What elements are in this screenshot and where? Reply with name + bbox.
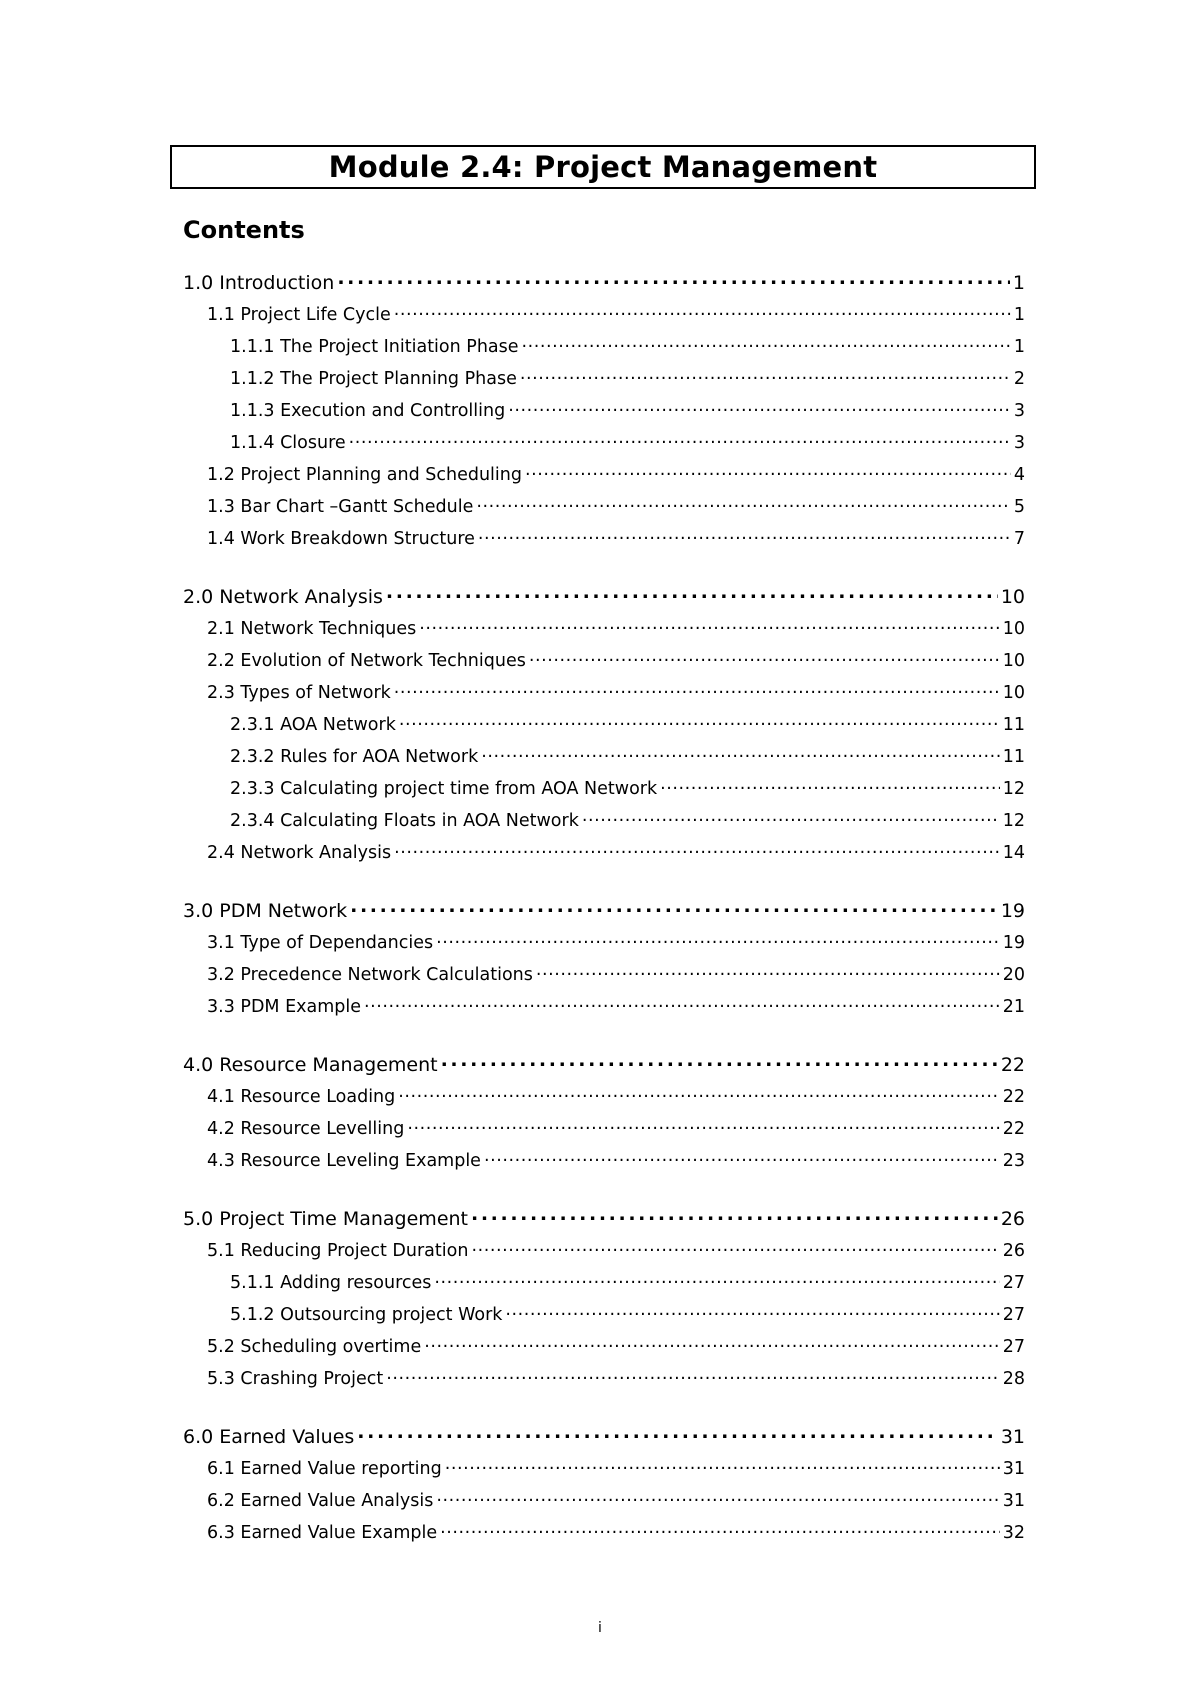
toc-entry-label: 2.0 Network Analysis <box>183 586 383 608</box>
toc-entry-label: 6.3 Earned Value Example <box>207 1522 438 1543</box>
toc-entry-page: 5 <box>1013 496 1025 517</box>
toc-entry-page: 22 <box>1002 1118 1025 1139</box>
toc-entry-label: 2.3.4 Calculating Floats in AOA Network <box>230 810 579 831</box>
toc-dot-leader <box>350 898 998 917</box>
toc-dot-leader <box>582 808 1000 826</box>
toc-entry[interactable] <box>183 430 1025 462</box>
toc-entry-label: 5.0 Project Time Management <box>183 1208 468 1230</box>
toc-entry[interactable] <box>183 1488 1025 1520</box>
toc-dot-leader <box>424 1334 999 1352</box>
toc-entry-page: 27 <box>1002 1272 1025 1293</box>
toc-section <box>183 584 1025 872</box>
toc-entry-label: 3.3 PDM Example <box>207 996 362 1017</box>
toc-entry[interactable] <box>183 462 1025 494</box>
toc-dot-leader <box>481 744 999 762</box>
toc-entry-label: 1.3 Bar Chart –Gantt Schedule <box>207 496 474 517</box>
toc-dot-leader <box>445 1456 1000 1474</box>
toc-entry-page: 22 <box>1000 1054 1025 1076</box>
toc-dot-leader <box>484 1148 1000 1166</box>
toc-entry-page: 32 <box>1002 1522 1025 1543</box>
toc-entry-label: 4.3 Resource Leveling Example <box>207 1150 481 1171</box>
toc-dot-leader <box>522 334 1011 352</box>
toc-entry-page: 12 <box>1002 810 1025 831</box>
toc-entry-label: 1.4 Work Breakdown Structure <box>207 528 475 549</box>
toc-entry[interactable] <box>183 680 1025 712</box>
toc-entry-page: 23 <box>1002 1150 1025 1171</box>
toc-entry-page: 7 <box>1013 528 1025 549</box>
toc-entry[interactable] <box>183 776 1025 808</box>
toc-entry-label: 1.2 Project Planning and Scheduling <box>207 464 522 485</box>
toc-entry-page: 27 <box>1002 1336 1025 1357</box>
toc-entry[interactable] <box>183 1456 1025 1488</box>
toc-entry-label: 2.3.3 Calculating project time from AOA Network <box>230 778 658 799</box>
toc-entry-label: 5.1.1 Adding resources <box>230 1272 432 1293</box>
toc-dot-leader <box>441 1052 998 1071</box>
toc-entry-page: 1 <box>1013 336 1025 357</box>
toc-entry[interactable] <box>183 930 1025 962</box>
toc-entry[interactable] <box>183 744 1025 776</box>
toc-dot-leader <box>386 1366 999 1384</box>
toc-entry[interactable] <box>183 840 1025 872</box>
toc-entry-label: 1.1 Project Life Cycle <box>207 304 391 325</box>
toc-dot-leader <box>471 1238 999 1256</box>
toc-entry-label: 1.0 Introduction <box>183 272 335 294</box>
toc-entry-label: 4.1 Resource Loading <box>207 1086 396 1107</box>
toc-entry-label: 1.1.3 Execution and Controlling <box>230 400 506 421</box>
toc-entry[interactable] <box>183 808 1025 840</box>
toc-section-heading[interactable] <box>183 270 1025 302</box>
toc-entry-page: 11 <box>1002 746 1025 767</box>
toc-dot-leader <box>476 494 1010 512</box>
toc-dot-leader <box>337 270 1010 289</box>
toc-entry-page: 1 <box>1012 272 1025 294</box>
toc-entry-page: 3 <box>1013 400 1025 421</box>
toc-entry-page: 19 <box>1000 900 1025 922</box>
toc-dot-leader <box>398 1084 999 1102</box>
toc-entry[interactable] <box>183 1270 1025 1302</box>
toc-dot-leader <box>394 680 1000 698</box>
toc-section-heading[interactable] <box>183 1424 1025 1456</box>
toc-entry-label: 3.1 Type of Dependancies <box>207 932 434 953</box>
toc-dot-leader <box>357 1424 998 1443</box>
toc-entry-label: 6.2 Earned Value Analysis <box>207 1490 434 1511</box>
table-of-contents <box>183 270 1025 1578</box>
toc-entry-page: 26 <box>1002 1240 1025 1261</box>
toc-entry-label: 6.0 Earned Values <box>183 1426 355 1448</box>
toc-entry[interactable] <box>183 962 1025 994</box>
toc-entry-page: 31 <box>1000 1426 1025 1448</box>
toc-dot-leader <box>525 462 1011 480</box>
toc-dot-leader <box>436 930 1000 948</box>
toc-entry-page: 26 <box>1000 1208 1025 1230</box>
toc-entry[interactable] <box>183 616 1025 648</box>
toc-entry-page: 22 <box>1002 1086 1025 1107</box>
toc-entry-page: 31 <box>1002 1490 1025 1511</box>
toc-entry-label: 2.3.1 AOA Network <box>230 714 396 735</box>
toc-section <box>183 1052 1025 1180</box>
toc-entry-label: 5.2 Scheduling overtime <box>207 1336 422 1357</box>
toc-section-heading[interactable] <box>183 1052 1025 1084</box>
toc-dot-leader <box>508 398 1011 416</box>
toc-entry[interactable] <box>183 302 1025 334</box>
toc-entry-label: 2.2 Evolution of Network Techniques <box>207 650 526 671</box>
toc-entry-page: 12 <box>1002 778 1025 799</box>
toc-entry-page: 31 <box>1002 1458 1025 1479</box>
toc-entry-label: 4.0 Resource Management <box>183 1054 438 1076</box>
toc-entry-label: 2.4 Network Analysis <box>207 842 392 863</box>
toc-entry-label: 6.1 Earned Value reporting <box>207 1458 442 1479</box>
toc-section <box>183 1206 1025 1398</box>
toc-entry-page: 27 <box>1002 1304 1025 1325</box>
toc-entry[interactable] <box>183 1334 1025 1366</box>
toc-entry[interactable] <box>183 648 1025 680</box>
toc-dot-leader <box>399 712 1000 730</box>
toc-dot-leader <box>386 584 998 603</box>
contents-heading: Contents <box>183 216 305 244</box>
toc-entry-page: 3 <box>1013 432 1025 453</box>
module-title-box <box>170 145 1036 189</box>
toc-dot-leader <box>407 1116 999 1134</box>
toc-section-heading[interactable] <box>183 898 1025 930</box>
toc-entry-label: 3.2 Precedence Network Calculations <box>207 964 533 985</box>
toc-entry[interactable] <box>183 1116 1025 1148</box>
toc-entry-label: 2.3.2 Rules for AOA Network <box>230 746 479 767</box>
toc-entry[interactable] <box>183 494 1025 526</box>
toc-entry-label: 2.1 Network Techniques <box>207 618 417 639</box>
toc-entry[interactable] <box>183 334 1025 366</box>
toc-entry-label: 3.0 PDM Network <box>183 900 348 922</box>
toc-entry-label: 5.1 Reducing Project Duration <box>207 1240 469 1261</box>
toc-dot-leader <box>660 776 1000 794</box>
toc-entry[interactable] <box>183 1302 1025 1334</box>
toc-entry-label: 1.1.2 The Project Planning Phase <box>230 368 517 389</box>
toc-entry-page: 11 <box>1002 714 1025 735</box>
toc-section-heading[interactable] <box>183 1206 1025 1238</box>
toc-entry[interactable] <box>183 1366 1025 1398</box>
page-number: i <box>598 1620 602 1636</box>
toc-dot-leader <box>536 962 1000 980</box>
toc-entry-page: 10 <box>1002 682 1025 703</box>
toc-dot-leader <box>364 994 1000 1012</box>
toc-dot-leader <box>419 616 999 634</box>
toc-entry-page: 20 <box>1002 964 1025 985</box>
toc-entry-page: 10 <box>1000 586 1025 608</box>
toc-dot-leader <box>349 430 1011 448</box>
toc-entry-page: 10 <box>1002 618 1025 639</box>
toc-entry-page: 2 <box>1013 368 1025 389</box>
toc-entry[interactable] <box>183 398 1025 430</box>
toc-dot-leader <box>436 1488 999 1506</box>
toc-section <box>183 1424 1025 1552</box>
toc-dot-leader <box>434 1270 999 1288</box>
toc-entry[interactable] <box>183 1520 1025 1552</box>
toc-entry[interactable] <box>183 1084 1025 1116</box>
module-title: Module 2.4: Project Management <box>328 150 878 184</box>
toc-entry-page: 21 <box>1002 996 1025 1017</box>
toc-entry-page: 14 <box>1002 842 1025 863</box>
toc-entry-label: 2.3 Types of Network <box>207 682 391 703</box>
toc-dot-leader <box>505 1302 999 1320</box>
toc-entry[interactable] <box>183 526 1025 558</box>
toc-dot-leader <box>520 366 1011 384</box>
toc-entry-page: 4 <box>1013 464 1025 485</box>
toc-entry-label: 5.1.2 Outsourcing project Work <box>230 1304 503 1325</box>
toc-entry-page: 28 <box>1002 1368 1025 1389</box>
toc-entry-page: 19 <box>1002 932 1025 953</box>
toc-entry[interactable] <box>183 1238 1025 1270</box>
toc-entry-page: 1 <box>1013 304 1025 325</box>
toc-entry-label: 5.3 Crashing Project <box>207 1368 384 1389</box>
toc-dot-leader <box>478 526 1011 544</box>
toc-dot-leader <box>394 302 1011 320</box>
toc-entry-label: 1.1.4 Closure <box>230 432 346 453</box>
toc-entry[interactable] <box>183 994 1025 1026</box>
toc-dot-leader <box>440 1520 1000 1538</box>
toc-entry-label: 4.2 Resource Levelling <box>207 1118 405 1139</box>
toc-section <box>183 270 1025 558</box>
toc-section-heading[interactable] <box>183 584 1025 616</box>
toc-entry[interactable] <box>183 1148 1025 1180</box>
toc-entry[interactable] <box>183 366 1025 398</box>
toc-entry[interactable] <box>183 712 1025 744</box>
toc-dot-leader <box>471 1206 998 1225</box>
toc-entry-page: 10 <box>1002 650 1025 671</box>
toc-dot-leader <box>394 840 1000 858</box>
toc-dot-leader <box>529 648 1000 666</box>
toc-section <box>183 898 1025 1026</box>
toc-entry-label: 1.1.1 The Project Initiation Phase <box>230 336 519 357</box>
